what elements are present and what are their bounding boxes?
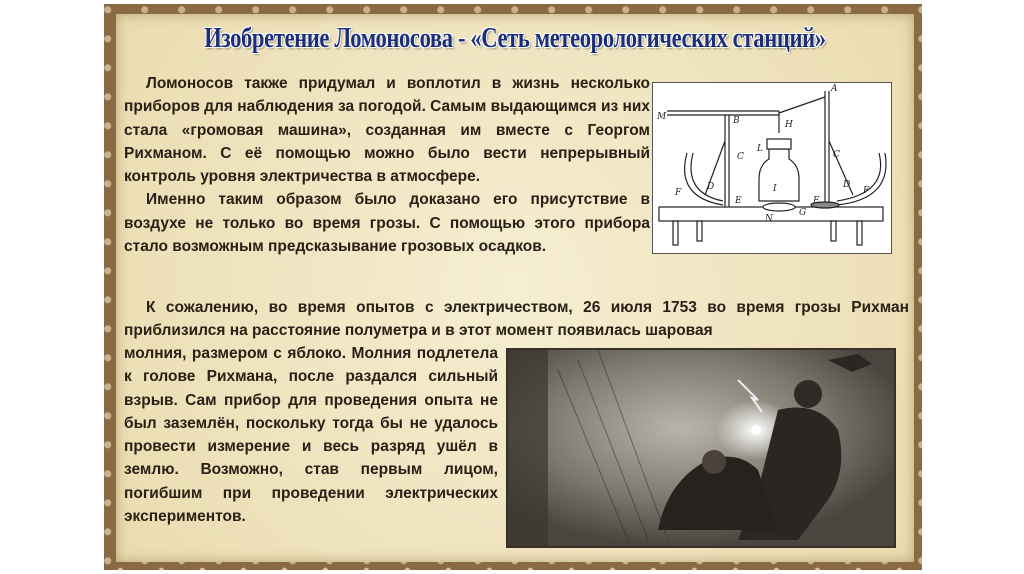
label-c2: C (833, 150, 840, 160)
label-m: M (657, 112, 667, 122)
engraving-illustration (508, 350, 894, 546)
label-n: N (765, 214, 773, 224)
paragraph-1: Ломоносов также придумал и воплотил в жизнь несколько приборов для наблюдения за погодой. Самым выдающимся из них стала «громовая машина», созданная им вместе с Георгом Рихманом. С её помощью можно было вести непрерывный контроль уровня электричества в атмосфере. (124, 75, 651, 186)
label-e2: E (813, 196, 820, 206)
label-a: A (831, 84, 838, 94)
paragraph-3-rest: молния, размером с яблоко. Молния подлетела к голове Рихмана, после раздался сильный взрыв. Сам прибор для проведения опыта не был заземлён, поскольку тогда бы не удалось провести измерение и весь разряд ушёл в землю. Возможно, став первым лицом, погибшим при проведении электрических экспериментов. (124, 345, 498, 526)
thunder-machine-diagram (652, 82, 892, 254)
label-l: L (757, 144, 763, 154)
label-i: I (773, 184, 777, 194)
label-c1: C (737, 152, 744, 162)
label-b: B (733, 116, 740, 126)
label-d1: D (707, 182, 715, 192)
label-d2: D (843, 180, 851, 190)
richmann-death-engraving (506, 348, 896, 548)
label-g: G (799, 208, 807, 218)
story-text-column (124, 342, 498, 528)
story-text-wide (124, 296, 909, 343)
label-f2: F (863, 186, 870, 196)
slide-title: Изобретение Ломоносова - «Сеть метеорологических станций» (204, 22, 826, 54)
label-f1: F (675, 188, 682, 198)
label-h: H (785, 120, 793, 130)
intro-text (124, 72, 650, 258)
paragraph-3-start: К сожалению, во время опытов с электричеством, 26 июля 1753 во время грозы Рихман приблизился на расстояние полуметра и в этот момент появилась шаровая (124, 299, 909, 340)
diagram-drawing (653, 83, 891, 253)
label-e1: E (735, 196, 742, 206)
paragraph-2: Именно таким образом было доказано его присутствие в воздухе не только во время грозы. С помощью этого прибора стало возможным предсказывание грозовых осадков. (124, 191, 650, 256)
